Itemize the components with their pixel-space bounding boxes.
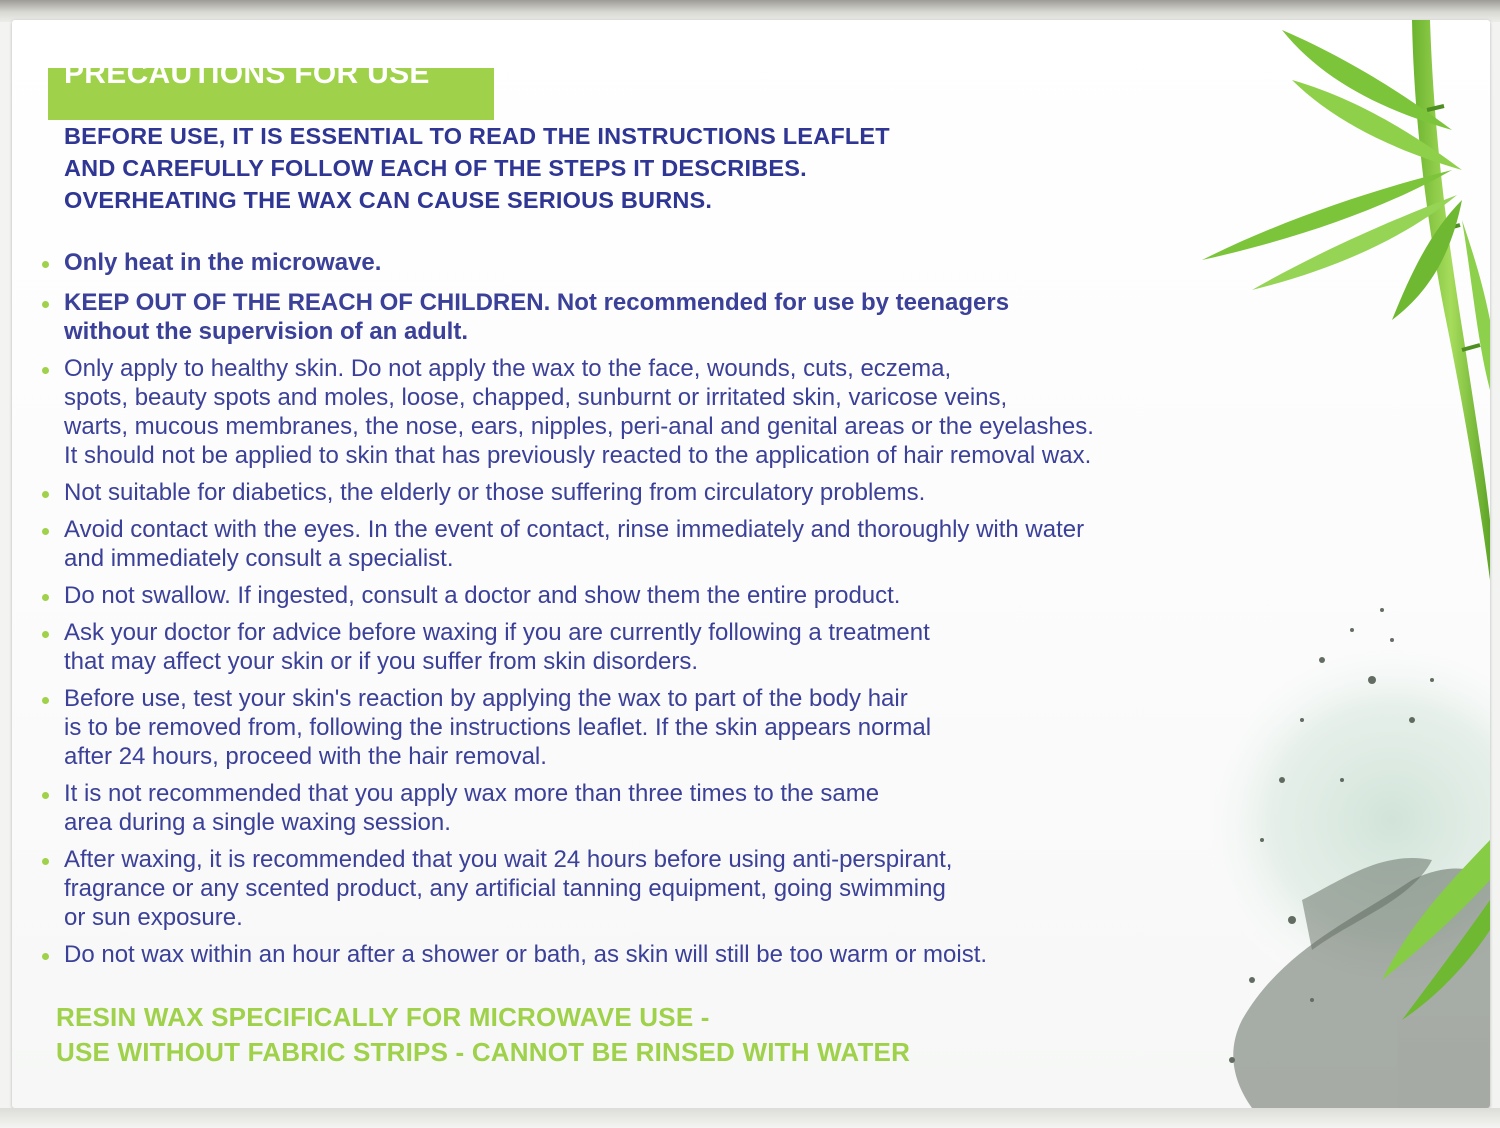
item-line: spots, beauty spots and moles, loose, chapped, sunburnt or irritated skin, varicose veins, bbox=[64, 384, 1008, 411]
list-item bbox=[36, 288, 1366, 346]
item-line: It is not recommended that you apply wax more than three times to the same bbox=[64, 780, 880, 807]
item-line: area during a single waxing session. bbox=[64, 809, 451, 836]
list-item bbox=[36, 618, 1366, 676]
item-line: It should not be applied to skin that has previously reacted to the application of hair removal wax. bbox=[64, 442, 1092, 469]
bullet-icon bbox=[42, 367, 49, 374]
bullet-icon bbox=[42, 594, 49, 601]
precautions-title: PRECAUTIONS FOR USE bbox=[64, 57, 430, 90]
list-item bbox=[36, 779, 1366, 837]
item-line: Only apply to healthy skin. Do not apply the wax to the face, wounds, cuts, eczema, bbox=[64, 355, 952, 382]
item-line: warts, mucous membranes, the nose, ears, nipples, peri-anal and genital areas or the eyelashes. bbox=[64, 413, 1094, 440]
bullet-icon bbox=[42, 261, 49, 268]
list-item bbox=[36, 354, 1366, 470]
list-item bbox=[36, 248, 1366, 277]
list-item bbox=[36, 515, 1366, 573]
item-line: fragrance or any scented product, any artificial tanning equipment, going swimming bbox=[64, 875, 946, 902]
bullet-icon bbox=[42, 528, 49, 535]
item-line: Ask your doctor for advice before waxing if you are currently following a treatment bbox=[64, 619, 930, 646]
bullet-icon bbox=[42, 697, 49, 704]
item-line: and immediately consult a specialist. bbox=[64, 545, 454, 572]
bullet-icon bbox=[42, 953, 49, 960]
bullet-icon bbox=[42, 792, 49, 799]
bullet-icon bbox=[42, 491, 49, 498]
item-line: without the supervision of an adult. bbox=[64, 318, 469, 345]
package-bottom-shadow bbox=[0, 1108, 1500, 1128]
item-line: is to be removed from, following the instructions leaflet. If the skin appears normal bbox=[64, 714, 932, 741]
list-item bbox=[36, 845, 1366, 932]
intro-line: AND CAREFULLY FOLLOW EACH OF THE STEPS IT DESCRIBES. bbox=[64, 155, 807, 181]
bullet-icon bbox=[42, 858, 49, 865]
package-top-edge bbox=[0, 0, 1500, 22]
list-item bbox=[36, 478, 1366, 507]
bullet-icon bbox=[42, 631, 49, 638]
item-line: Avoid contact with the eyes. In the event of contact, rinse immediately and thoroughly with water bbox=[64, 516, 1085, 543]
intro-line: BEFORE USE, IT IS ESSENTIAL TO READ THE INSTRUCTIONS LEAFLET bbox=[64, 123, 890, 149]
item-line: Not suitable for diabetics, the elderly or those suffering from circulatory problems. bbox=[64, 479, 926, 506]
warning-intro bbox=[64, 120, 1024, 216]
item-line: or sun exposure. bbox=[64, 904, 243, 931]
item-line: that may affect your skin or if you suffer from skin disorders. bbox=[64, 648, 699, 675]
footer-line: USE WITHOUT FABRIC STRIPS - CANNOT BE RINSED WITH WATER bbox=[56, 1037, 911, 1067]
item-line: KEEP OUT OF THE REACH OF CHILDREN. Not recommended for use by teenagers bbox=[64, 289, 1010, 316]
list-item bbox=[36, 940, 1366, 969]
item-line: Before use, test your skin's reaction by applying the wax to part of the body hair bbox=[64, 685, 908, 712]
list-item bbox=[36, 581, 1366, 610]
footer-line: RESIN WAX SPECIFICALLY FOR MICROWAVE USE - bbox=[56, 1002, 710, 1032]
item-line: Do not wax within an hour after a shower or bath, as skin will still be too warm or moist. bbox=[64, 941, 988, 968]
item-line: Only heat in the microwave. bbox=[64, 249, 382, 276]
item-line: After waxing, it is recommended that you wait 24 hours before using anti-perspirant, bbox=[64, 846, 953, 873]
item-line: Do not swallow. If ingested, consult a doctor and show them the entire product. bbox=[64, 582, 901, 609]
product-footer-note bbox=[56, 1000, 910, 1070]
item-line: after 24 hours, proceed with the hair removal. bbox=[64, 743, 547, 770]
bullet-icon bbox=[42, 301, 49, 308]
list-item bbox=[36, 684, 1366, 771]
precautions-list bbox=[36, 230, 1366, 969]
intro-line: OVERHEATING THE WAX CAN CAUSE SERIOUS BURNS. bbox=[64, 187, 713, 213]
